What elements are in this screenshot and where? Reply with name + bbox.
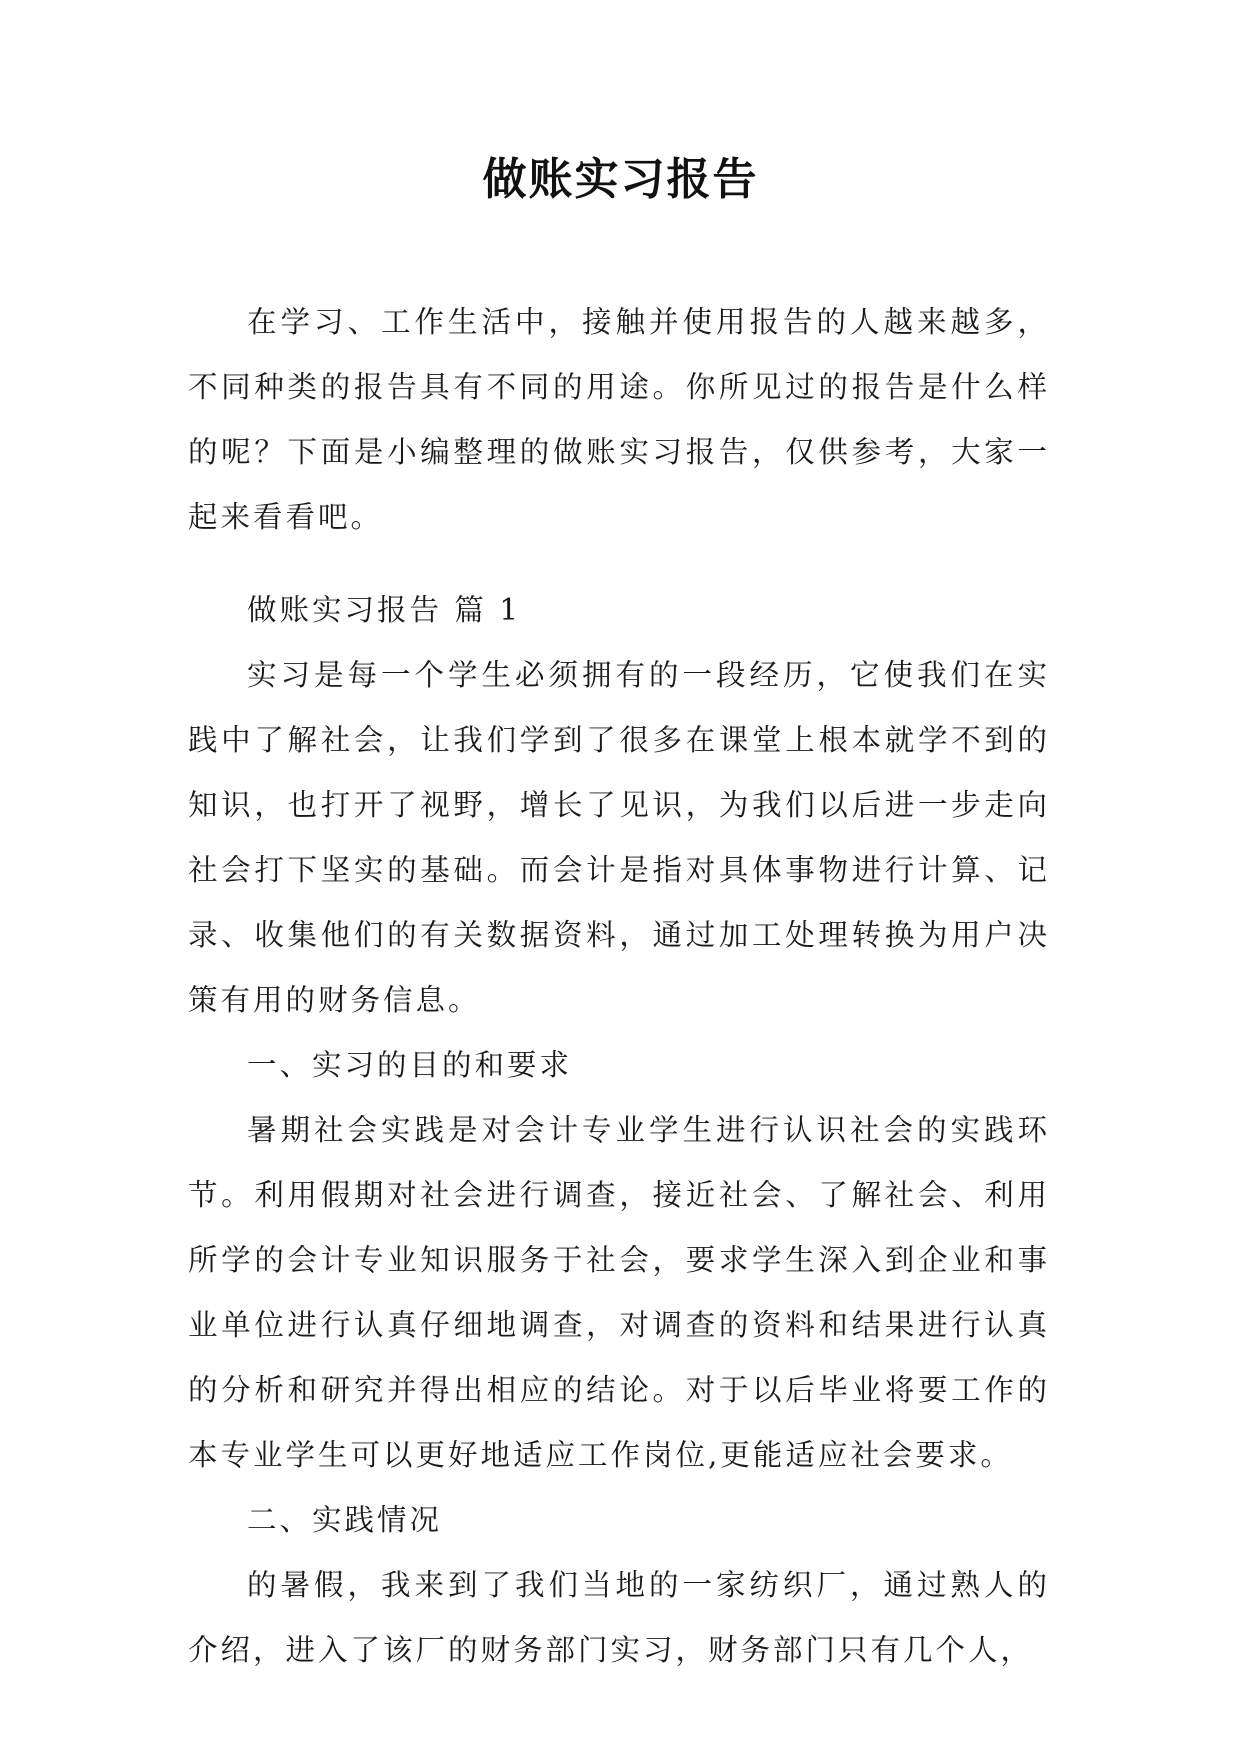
body-paragraph: 的暑假，我来到了我们当地的一家纺织厂，通过熟人的介绍，进入了该厂的财务部门实习，财务部门只有几个人， <box>188 1568 1050 1667</box>
section-heading-practice: 二、实践情况 <box>247 1503 443 1537</box>
body-paragraph: 实习是每一个学生必须拥有的一段经历，它使我们在实践中了解社会，让我们学到了很多在课堂上根本就学不到的知识，也打开了视野，增长了见识，为我们以后进一步走向社会打下坚实的基础。而会计是指对具体事物进行计算、记录、收集他们的有关数据资料，通过加工处理转换为用户决策有用的财务信息。 <box>188 658 1050 1017</box>
section-heading-part-1: 做账实习报告 篇 1 <box>247 593 522 627</box>
intro-paragraph: 在学习、工作生活中，接触并使用报告的人越来越多，不同种类的报告具有不同的用途。你所见过的报告是什么样的呢？下面是小编整理的做账实习报告，仅供参考，大家一起来看看吧。 <box>188 305 1050 534</box>
main-section <box>188 578 1050 1683</box>
intro-section <box>188 290 1050 550</box>
section-heading-purpose: 一、实习的目的和要求 <box>247 1048 573 1082</box>
document-title: 做账实习报告 <box>482 154 759 205</box>
body-paragraph: 暑期社会实践是对会计专业学生进行认识社会的实践环节。利用假期对社会进行调查，接近社会、了解社会、利用所学的会计专业知识服务于社会，要求学生深入到企业和事业单位进行认真仔细地调查，对调查的资料和结果进行认真的分析和研究并得出相应的结论。对于以后毕业将要工作的本专业学生可以更好地适应工作岗位,更能适应社会要求。 <box>188 1113 1050 1472</box>
